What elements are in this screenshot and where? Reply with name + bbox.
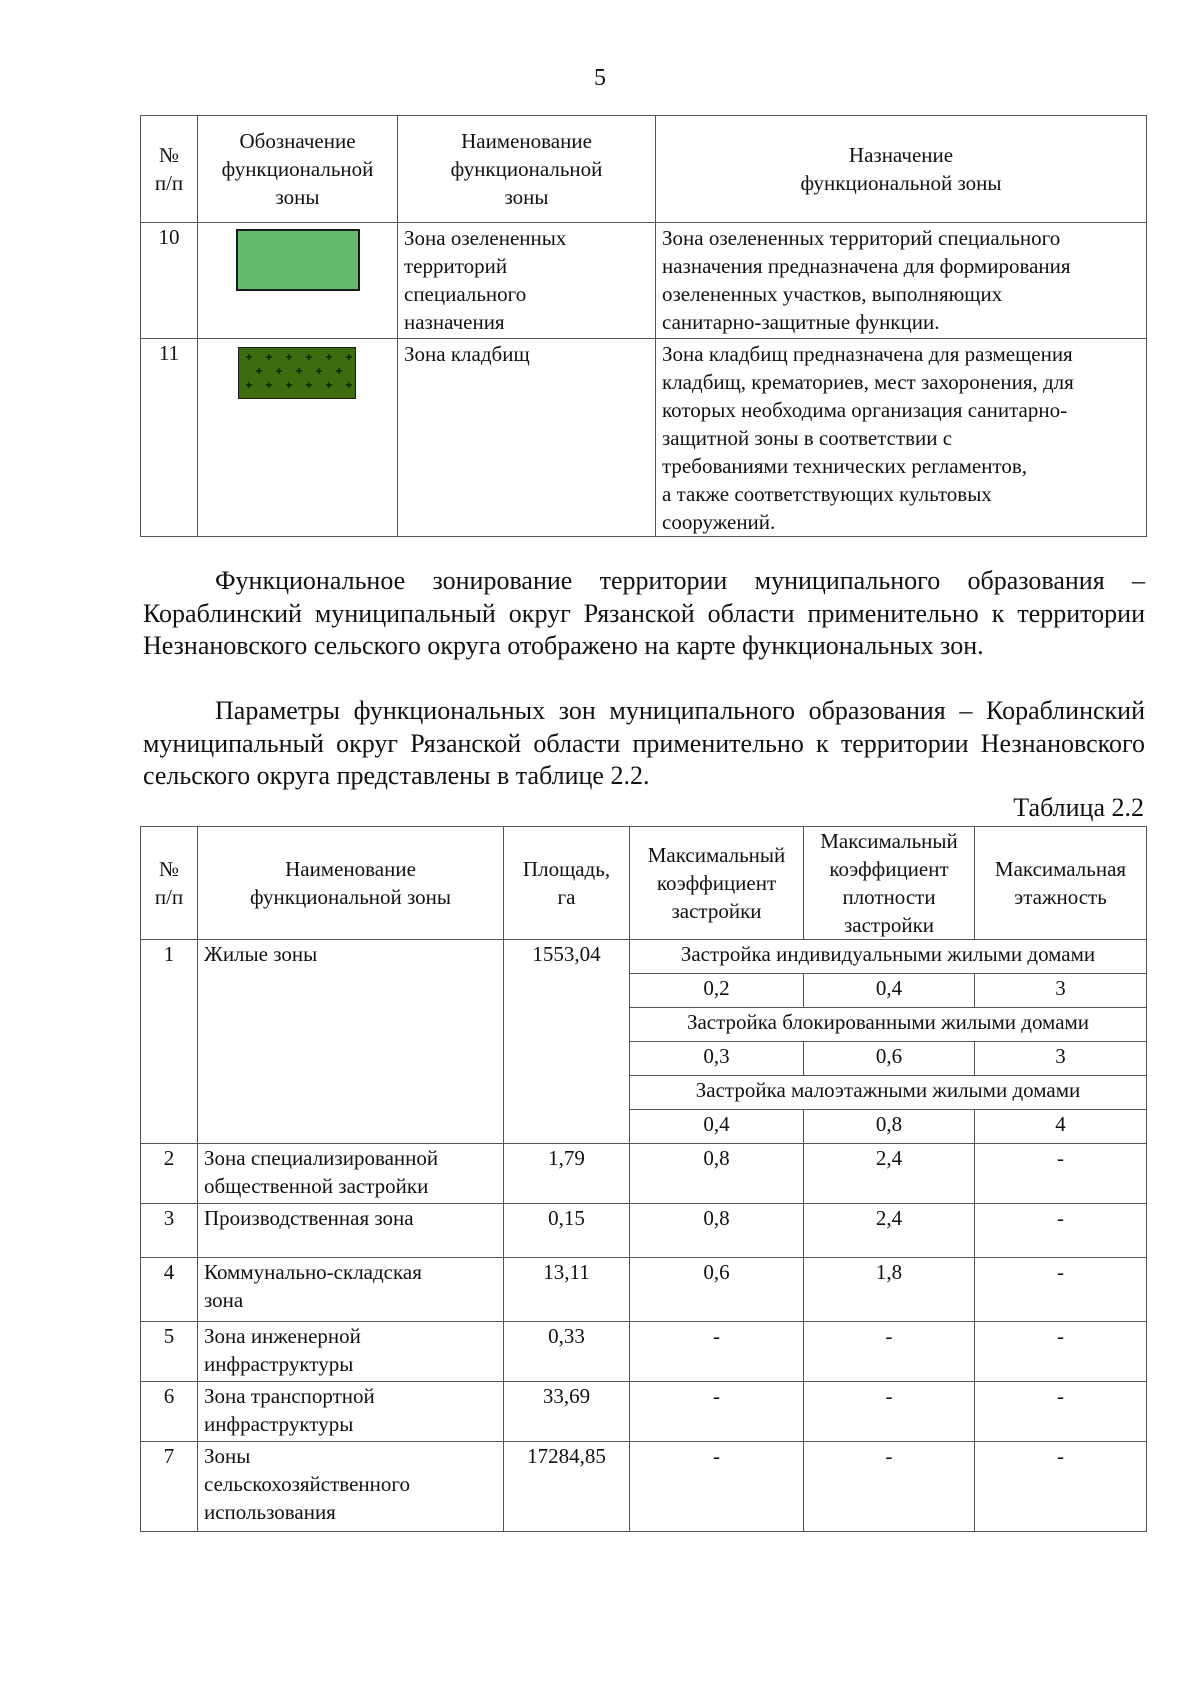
header-designation: Обозначение функциональной зоны bbox=[198, 116, 398, 223]
zone-purpose: Зона озелененных территорий специального назначения предназначена для формирования озелененных участков, выполняющих санитарно-защитные функции. bbox=[656, 223, 1147, 339]
table-row bbox=[141, 339, 1147, 537]
subgroup-title: Застройка малоэтажными жилыми домами bbox=[630, 1076, 1147, 1110]
header-max-density-coefficient: Максимальный коэффициент плотности застройки bbox=[804, 827, 975, 940]
header-zone-name: Наименование функциональной зоны bbox=[198, 827, 504, 940]
max-floors: 3 bbox=[975, 1042, 1147, 1076]
max-density-coefficient: 0,4 bbox=[804, 974, 975, 1008]
zone-name: Жилые зоны bbox=[198, 940, 504, 1144]
max-density-coefficient: 2,4 bbox=[804, 1144, 975, 1204]
zone-name: Производственная зона bbox=[198, 1204, 504, 1258]
zone-parameters-table bbox=[140, 826, 1147, 1532]
max-density-coefficient: 1,8 bbox=[804, 1258, 975, 1322]
paragraph-parameters: Параметры функциональных зон муниципального образования – Кораблинский муниципальный округ Рязанской области применительно к территории Незнановского сельского округа представлены в таблице 2.2. bbox=[143, 696, 1145, 790]
max-floors: - bbox=[975, 1322, 1147, 1382]
subgroup-title: Застройка блокированными жилыми домами bbox=[630, 1008, 1147, 1042]
max-floors: 4 bbox=[975, 1110, 1147, 1144]
zone-name: Зона озелененных территорий специального назначения bbox=[398, 223, 656, 339]
row-number: 10 bbox=[141, 223, 198, 339]
table-row bbox=[141, 1382, 1147, 1442]
zone-name: Коммунально-складская зона bbox=[198, 1258, 504, 1322]
zone-area: 0,15 bbox=[504, 1204, 630, 1258]
max-floors: - bbox=[975, 1442, 1147, 1532]
table-row bbox=[141, 223, 1147, 339]
table-row bbox=[141, 1144, 1147, 1204]
max-build-coefficient: 0,8 bbox=[630, 1204, 804, 1258]
max-build-coefficient: - bbox=[630, 1442, 804, 1532]
row-number: 1 bbox=[141, 940, 198, 1144]
zone-area: 33,69 bbox=[504, 1382, 630, 1442]
max-density-coefficient: 0,6 bbox=[804, 1042, 975, 1076]
zone-name: Зона инженерной инфраструктуры bbox=[198, 1322, 504, 1382]
max-floors: - bbox=[975, 1204, 1147, 1258]
table-header-row bbox=[141, 116, 1147, 223]
max-build-coefficient: 0,4 bbox=[630, 1110, 804, 1144]
page-number: 5 bbox=[594, 65, 606, 91]
max-density-coefficient: - bbox=[804, 1322, 975, 1382]
max-build-coefficient: 0,8 bbox=[630, 1144, 804, 1204]
paragraph-zoning: Функциональное зонирование территории муниципального образования – Кораблинский муниципальный округ Рязанской области применительно к территории Незнановского сельского округа отображено на карте функциональных зон. bbox=[143, 566, 1145, 660]
max-build-coefficient: 0,3 bbox=[630, 1042, 804, 1076]
legend-cell bbox=[198, 339, 398, 537]
row-number: 2 bbox=[141, 1144, 198, 1204]
table-row bbox=[141, 1258, 1147, 1322]
max-build-coefficient: - bbox=[630, 1382, 804, 1442]
table-row bbox=[141, 1442, 1147, 1532]
zone-area: 13,11 bbox=[504, 1258, 630, 1322]
cemetery-zone-swatch-icon bbox=[238, 347, 356, 399]
subgroup-title: Застройка индивидуальными жилыми домами bbox=[630, 940, 1147, 974]
max-density-coefficient: 2,4 bbox=[804, 1204, 975, 1258]
header-max-build-coefficient: Максимальный коэффициент застройки bbox=[630, 827, 804, 940]
max-density-coefficient: - bbox=[804, 1382, 975, 1442]
row-number: 3 bbox=[141, 1204, 198, 1258]
zone-area: 0,33 bbox=[504, 1322, 630, 1382]
zone-name: Зона кладбищ bbox=[398, 339, 656, 537]
functional-zones-legend-table bbox=[140, 115, 1147, 537]
header-zone-name: Наименование функциональной зоны bbox=[398, 116, 656, 223]
max-density-coefficient: 0,8 bbox=[804, 1110, 975, 1144]
table-header-row bbox=[141, 827, 1147, 940]
max-build-coefficient: 0,6 bbox=[630, 1258, 804, 1322]
max-floors: - bbox=[975, 1258, 1147, 1322]
zone-area: 17284,85 bbox=[504, 1442, 630, 1532]
table-row bbox=[141, 1204, 1147, 1258]
header-max-floors: Максимальная этажность bbox=[975, 827, 1147, 940]
light-green-zone-swatch-icon bbox=[236, 229, 360, 291]
max-build-coefficient: 0,2 bbox=[630, 974, 804, 1008]
legend-cell bbox=[198, 223, 398, 339]
max-density-coefficient: - bbox=[804, 1442, 975, 1532]
zone-area: 1,79 bbox=[504, 1144, 630, 1204]
row-number: 6 bbox=[141, 1382, 198, 1442]
table-caption: Таблица 2.2 bbox=[1013, 793, 1144, 822]
row-number: 5 bbox=[141, 1322, 198, 1382]
table-row bbox=[141, 940, 1147, 974]
max-floors: - bbox=[975, 1144, 1147, 1204]
zone-name: Зоны сельскохозяйственного использования bbox=[198, 1442, 504, 1532]
zone-name: Зона специализированной общественной застройки bbox=[198, 1144, 504, 1204]
zone-area: 1553,04 bbox=[504, 940, 630, 1144]
header-zone-purpose: Назначение функциональной зоны bbox=[656, 116, 1147, 223]
max-floors: 3 bbox=[975, 974, 1147, 1008]
table-row bbox=[141, 1322, 1147, 1382]
max-build-coefficient: - bbox=[630, 1322, 804, 1382]
row-number: 7 bbox=[141, 1442, 198, 1532]
zone-purpose: Зона кладбищ предназначена для размещения кладбищ, крематориев, мест захоронения, для которых необходима организация санитарно- защитной зоны в соответствии с требованиями технических регламентов, а также соответствующих культовых сооружений. bbox=[656, 339, 1147, 537]
row-number: 11 bbox=[141, 339, 198, 537]
header-area: Площадь, га bbox=[504, 827, 630, 940]
header-number: № п/п bbox=[141, 116, 198, 223]
max-floors: - bbox=[975, 1382, 1147, 1442]
header-number: № п/п bbox=[141, 827, 198, 940]
zone-name: Зона транспортной инфраструктуры bbox=[198, 1382, 504, 1442]
row-number: 4 bbox=[141, 1258, 198, 1322]
